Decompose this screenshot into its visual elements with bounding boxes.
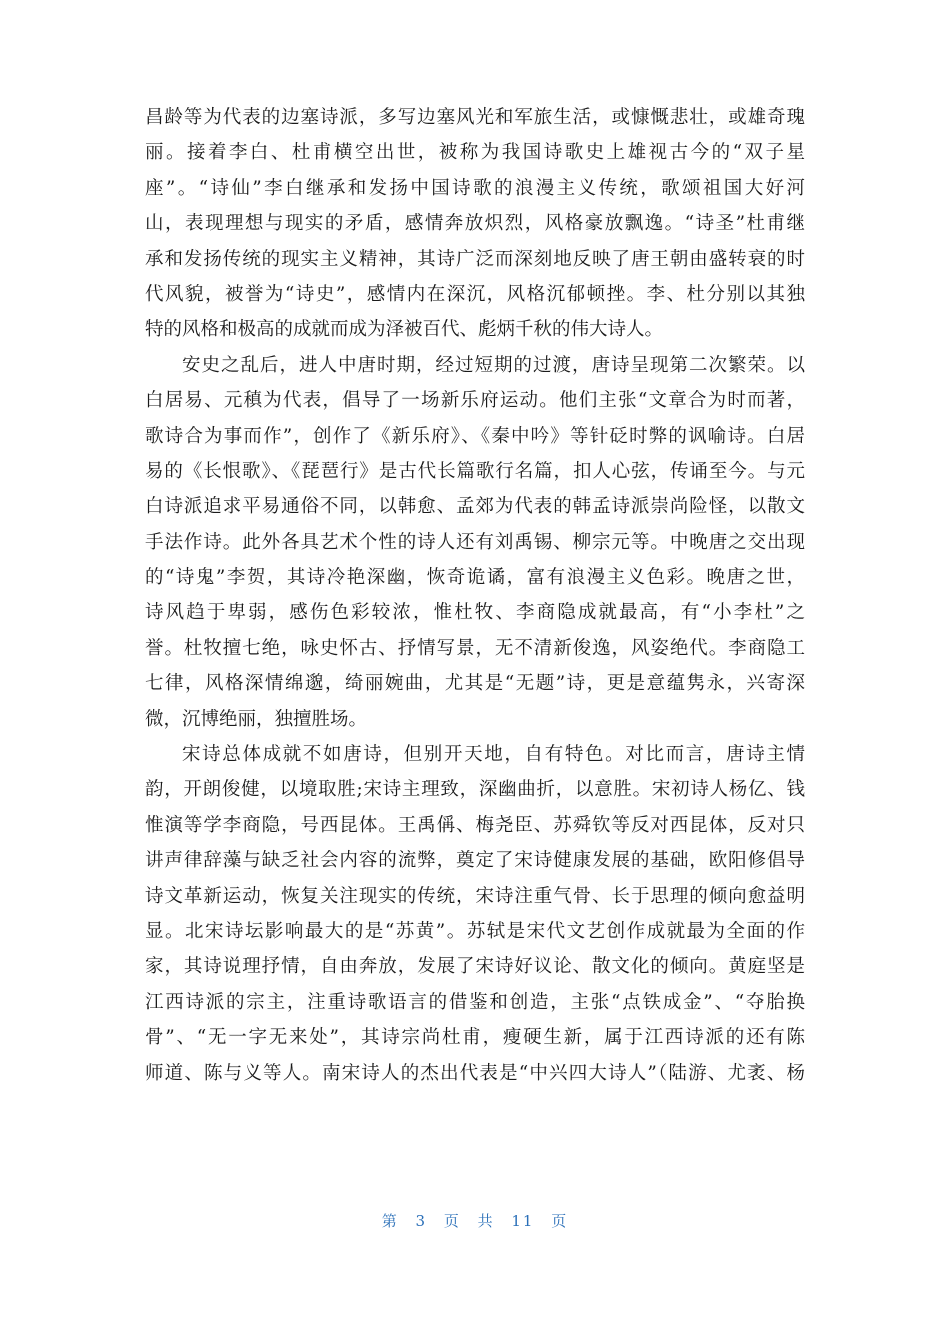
text-line: 白居易、元稹为代表，倡导了一场新乐府运动。他们主张“文章合为时而著，	[145, 390, 805, 412]
text-line: 代风貌，被誉为“诗史”，感情内在深沉，风格沉郁顿挫。李、杜分别以其独	[145, 283, 805, 305]
text-line: 江西诗派的宗主，注重诗歌语言的借鉴和创造，主张“点铁成金”、“夺胎换	[145, 991, 805, 1013]
text-line: 诗文革新运动，恢复关注现实的传统，宋诗注重气骨、长于思理的倾向愈益明	[145, 885, 805, 907]
text-line: 安史之乱后，进人中唐时期，经过短期的过渡，唐诗呈现第二次繁荣。以	[182, 354, 805, 376]
text-line: 誉。杜牧擅七绝，咏史怀古、抒情写景，无不清新俊逸，风姿绝代。李商隐工	[145, 637, 805, 659]
text-line: 家，其诗说理抒情，自由奔放，发展了宋诗好议论、散文化的倾向。黄庭坚是	[145, 956, 805, 978]
text-line: 特的风格和极高的成就而成为泽被百代、彪炳千秋的伟大诗人。	[145, 319, 664, 341]
page-footer: 第 3 页 共 11 页	[381, 1212, 569, 1230]
text-line: 歌诗合为事而作”，创作了《新乐府》、《秦中吟》等针砭时弊的讽喻诗。白居	[145, 425, 805, 447]
text-line: 手法作诗。此外各具艺术个性的诗人还有刘禹锡、柳宗元等。中晚唐之交出现	[145, 531, 805, 553]
text-line: 七律，风格深情绵邈，绮丽婉曲，尤其是“无题”诗，更是意蕴隽永，兴寄深	[145, 673, 805, 695]
text-line: 韵，开朗俊健，以境取胜;宋诗主理致，深幽曲折，以意胜。宋初诗人杨亿、钱	[145, 779, 805, 801]
text-line: 宋诗总体成就不如唐诗，但别开天地，自有特色。对比而言，唐诗主情	[182, 744, 805, 766]
text-line: 的“诗鬼”李贺，其诗冷艳深幽，恢奇诡谲，富有浪漫主义色彩。晚唐之世，	[145, 567, 805, 589]
text-line: 易的《长恨歌》、《琵琶行》是古代长篇歌行名篇，扣人心弦，传诵至今。与元	[145, 460, 805, 482]
text-line: 讲声律辞藻与缺乏社会内容的流弊，奠定了宋诗健康发展的基础，欧阳修倡导	[145, 850, 805, 872]
text-line: 承和发扬传统的现实主义精神，其诗广泛而深刻地反映了唐王朝由盛转衰的时	[145, 248, 805, 270]
text-line: 微，沉博绝丽，独擅胜场。	[145, 708, 368, 730]
text-line: 座”。“诗仙”李白继承和发扬中国诗歌的浪漫主义传统，歌颂祖国大好河	[145, 177, 805, 199]
text-line: 骨”、“无一字无来处”，其诗宗尚杜甫，瘦硬生新，属于江西诗派的还有陈	[145, 1027, 805, 1049]
text-line: 昌龄等为代表的边塞诗派，多写边塞风光和军旅生活，或慷慨悲壮，或雄奇瑰	[145, 107, 805, 128]
text-line: 丽。接着李白、杜甫横空出世，被称为我国诗歌史上雄视古今的“双子星	[145, 142, 805, 164]
text-line: 诗风趋于卑弱，感伤色彩较浓，惟杜牧、李商隐成就最高，有“小李杜”之	[145, 602, 805, 624]
text-line: 显。北宋诗坛影响最大的是“苏黄”。苏轼是宋代文艺创作成就最为全面的作	[145, 920, 805, 942]
text-line: 师道、陈与义等人。南宋诗人的杰出代表是“中兴四大诗人”（陆游、尤袤、杨	[145, 1062, 805, 1084]
text-line: 白诗派追求平易通俗不同，以韩愈、孟郊为代表的韩孟诗派崇尚险怪，以散文	[145, 496, 805, 518]
body-text	[145, 100, 805, 1091]
text-line: 惟演等学李商隐，号西昆体。王禹偁、梅尧臣、苏舜钦等反对西昆体，反对只	[145, 814, 805, 836]
text-line: 山，表现理想与现实的矛盾，感情奔放炽烈，风格豪放飘逸。“诗圣”杜甫继	[145, 213, 805, 235]
